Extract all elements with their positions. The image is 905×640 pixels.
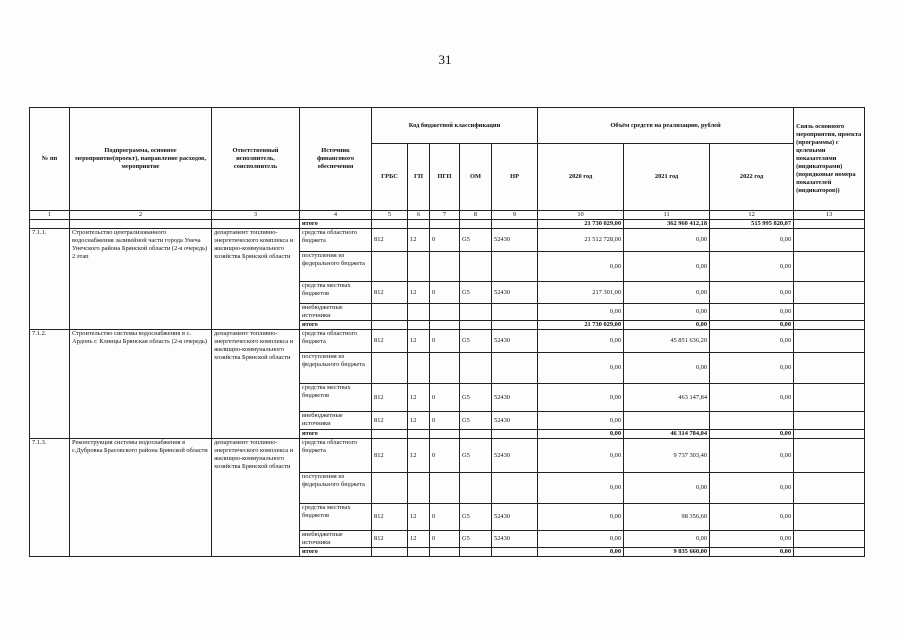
header-2021: 2021 год — [624, 144, 710, 211]
header-pgp: ПГП — [430, 144, 460, 211]
pgp-code — [430, 304, 460, 321]
funding-source: средства местных бюджетов — [300, 504, 372, 531]
funding-source: средства областного бюджета — [300, 439, 372, 473]
top-total-row — [30, 220, 865, 229]
budget-table — [29, 107, 865, 557]
value-2020: 0,00 — [538, 531, 624, 548]
col-number: 2 — [70, 211, 212, 220]
row-number: 7.1.1. — [30, 229, 70, 330]
activity-name: Реконструкция системы водоснабжения в с.Дубровка Брасовского района Брянской области — [70, 439, 212, 557]
header-link: Связь основного мероприятия, проекта (программы) с целевыми показателями (индикаторами) (порядковые номера показателей (индикаторов)) — [794, 108, 865, 211]
om-code — [460, 304, 492, 321]
value-2022: 0,00 — [710, 282, 794, 304]
col-number: 12 — [710, 211, 794, 220]
value-2022: 0,00 — [710, 531, 794, 548]
indicator-link — [794, 353, 865, 384]
table-row — [30, 229, 865, 252]
gp-code: 12 — [408, 384, 430, 412]
indicator-link — [794, 439, 865, 473]
pgp-code: 0 — [430, 412, 460, 430]
header-budget-code: Код бюджетной классификации — [372, 108, 538, 144]
total-2022: 0,00 — [710, 548, 794, 557]
value-2020: 0,00 — [538, 473, 624, 504]
grbs-code: 812 — [372, 229, 408, 252]
value-2021: 0,00 — [624, 473, 710, 504]
total-2020: 0,00 — [538, 430, 624, 439]
funding-source: средства местных бюджетов — [300, 384, 372, 412]
row-number: 7.1.2. — [30, 330, 70, 439]
grbs-code: 812 — [372, 412, 408, 430]
value-2022: 0,00 — [710, 504, 794, 531]
om-code: G5 — [460, 439, 492, 473]
col-number: 7 — [430, 211, 460, 220]
gp-code: 12 — [408, 531, 430, 548]
responsible-executor: департамент топливно-энергетического комплекса и жилищно-коммунального хозяйства Брянской области — [212, 330, 300, 439]
total-2022: 0,00 — [710, 430, 794, 439]
om-code: G5 — [460, 229, 492, 252]
funding-source: поступления из федерального бюджета — [300, 353, 372, 384]
om-code: G5 — [460, 330, 492, 353]
total-2020: 0,00 — [538, 548, 624, 557]
responsible-executor: департамент топливно-энергетического комплекса и жилищно-коммунального хозяйства Брянской области — [212, 439, 300, 557]
nr-code — [492, 252, 538, 282]
gp-code: 12 — [408, 412, 430, 430]
total-label: итого — [300, 220, 372, 229]
pgp-code: 0 — [430, 504, 460, 531]
om-code: G5 — [460, 504, 492, 531]
value-2020: 0,00 — [538, 504, 624, 531]
gp-code — [408, 473, 430, 504]
value-2020: 21 512 728,00 — [538, 229, 624, 252]
table-row — [30, 439, 865, 473]
om-code — [460, 353, 492, 384]
pgp-code: 0 — [430, 439, 460, 473]
gp-code: 12 — [408, 282, 430, 304]
grbs-code — [372, 473, 408, 504]
indicator-link — [794, 229, 865, 252]
col-number: 11 — [624, 211, 710, 220]
indicator-link — [794, 384, 865, 412]
funding-source: поступления из федерального бюджета — [300, 473, 372, 504]
nr-code: 52430 — [492, 229, 538, 252]
om-code — [460, 252, 492, 282]
value-2021: 98 356,60 — [624, 504, 710, 531]
grbs-code — [372, 252, 408, 282]
col-number: 10 — [538, 211, 624, 220]
value-2021: 0,00 — [624, 531, 710, 548]
total-2021: 46 314 784,04 — [624, 430, 710, 439]
value-2022: 0,00 — [710, 229, 794, 252]
nr-code: 52430 — [492, 282, 538, 304]
col-number: 1 — [30, 211, 70, 220]
total-2021: 362 960 412,18 — [624, 220, 710, 229]
total-2020: 21 730 029,00 — [538, 220, 624, 229]
total-2021: 0,00 — [624, 321, 710, 330]
header-responsible: Ответственный исполнитель, соисполнитель — [212, 108, 300, 211]
value-2022: 0,00 — [710, 353, 794, 384]
value-2021: 463 147,84 — [624, 384, 710, 412]
row-number: 7.1.3. — [30, 439, 70, 557]
total-2020: 21 730 029,00 — [538, 321, 624, 330]
value-2021: 9 737 303,40 — [624, 439, 710, 473]
gp-code: 12 — [408, 439, 430, 473]
nr-code — [492, 353, 538, 384]
om-code: G5 — [460, 531, 492, 548]
pgp-code — [430, 252, 460, 282]
indicator-link — [794, 330, 865, 353]
nr-code: 52430 — [492, 412, 538, 430]
header-source: Источник финансового обеспечения — [300, 108, 372, 211]
header-grbs: ГРБС — [372, 144, 408, 211]
col-number: 6 — [408, 211, 430, 220]
indicator-link — [794, 473, 865, 504]
pgp-code — [430, 473, 460, 504]
value-2021 — [624, 412, 710, 430]
grbs-code: 812 — [372, 504, 408, 531]
funding-source: средства местных бюджетов — [300, 282, 372, 304]
nr-code: 52430 — [492, 504, 538, 531]
value-2022: 0,00 — [710, 252, 794, 282]
grbs-code: 812 — [372, 531, 408, 548]
header-name: Подпрограмма, основное мероприятие(проект), направление расходов, мероприятие — [70, 108, 212, 211]
value-2020: 0,00 — [538, 412, 624, 430]
grbs-code: 812 — [372, 439, 408, 473]
om-code: G5 — [460, 412, 492, 430]
col-number: 8 — [460, 211, 492, 220]
header-om: ОМ — [460, 144, 492, 211]
value-2020: 0,00 — [538, 330, 624, 353]
gp-code: 12 — [408, 229, 430, 252]
value-2022: 0,00 — [710, 304, 794, 321]
pgp-code: 0 — [430, 330, 460, 353]
value-2022: 0,00 — [710, 473, 794, 504]
gp-code — [408, 304, 430, 321]
total-2022: 515 995 820,07 — [710, 220, 794, 229]
activity-name: Строительство системы водоснабжения в с. Ардонь г. Клинцы Брянская область (2-я очередь) — [70, 330, 212, 439]
pgp-code: 0 — [430, 282, 460, 304]
funding-source: средства областного бюджета — [300, 229, 372, 252]
total-label: итого — [300, 548, 372, 557]
header-2020: 2020 год — [538, 144, 624, 211]
value-2022: 0,00 — [710, 439, 794, 473]
grbs-code: 812 — [372, 282, 408, 304]
value-2021: 0,00 — [624, 252, 710, 282]
activity-name: Строительство централизованного водоснабжения заливейной части города Унеча Унечского района Брянской области (2-я очередь) 2 этап — [70, 229, 212, 330]
total-2021: 9 835 660,00 — [624, 548, 710, 557]
gp-code — [408, 252, 430, 282]
pgp-code: 0 — [430, 531, 460, 548]
value-2020: 0,00 — [538, 252, 624, 282]
funding-source: внебюджетные источники — [300, 531, 372, 548]
nr-code: 52430 — [492, 384, 538, 412]
table-row — [30, 330, 865, 353]
total-label: итого — [300, 430, 372, 439]
col-number: 13 — [794, 211, 865, 220]
gp-code: 12 — [408, 330, 430, 353]
nr-code: 52430 — [492, 531, 538, 548]
nr-code: 52430 — [492, 439, 538, 473]
value-2022: 0,00 — [710, 330, 794, 353]
nr-code — [492, 304, 538, 321]
value-2021: 0,00 — [624, 304, 710, 321]
total-2022: 0,00 — [710, 321, 794, 330]
header-gp: ГП — [408, 144, 430, 211]
total-label: итого — [300, 321, 372, 330]
indicator-link — [794, 412, 865, 430]
value-2020: 0,00 — [538, 304, 624, 321]
col-number: 5 — [372, 211, 408, 220]
page-number: 31 — [438, 52, 452, 67]
gp-code — [408, 353, 430, 384]
col-number: 3 — [212, 211, 300, 220]
value-2021: 0,00 — [624, 353, 710, 384]
nr-code — [492, 473, 538, 504]
grbs-code: 812 — [372, 330, 408, 353]
value-2022: 0,00 — [710, 384, 794, 412]
header-no: № пп — [30, 108, 70, 211]
value-2021: 0,00 — [624, 229, 710, 252]
grbs-code: 812 — [372, 384, 408, 412]
indicator-link — [794, 304, 865, 321]
om-code: G5 — [460, 384, 492, 412]
pgp-code: 0 — [430, 384, 460, 412]
value-2020: 0,00 — [538, 384, 624, 412]
gp-code: 12 — [408, 504, 430, 531]
grbs-code — [372, 304, 408, 321]
indicator-link — [794, 252, 865, 282]
header-nr: НР — [492, 144, 538, 211]
responsible-executor: департамент топливно-энергетического комплекса и жилищно-коммунального хозяйства Брянской области — [212, 229, 300, 330]
col-number: 9 — [492, 211, 538, 220]
funding-source: средства областного бюджета — [300, 330, 372, 353]
header-funds: Объём средств на реализацию, рублей — [538, 108, 794, 144]
indicator-link — [794, 282, 865, 304]
grbs-code — [372, 353, 408, 384]
value-2020: 0,00 — [538, 439, 624, 473]
indicator-link — [794, 531, 865, 548]
pgp-code — [430, 353, 460, 384]
header-2022: 2022 год — [710, 144, 794, 211]
column-number-row — [30, 211, 865, 220]
nr-code: 52430 — [492, 330, 538, 353]
value-2022 — [710, 412, 794, 430]
funding-source: поступления из федерального бюджета — [300, 252, 372, 282]
funding-source: внебюджетные источники — [300, 412, 372, 430]
pgp-code: 0 — [430, 229, 460, 252]
om-code: G5 — [460, 282, 492, 304]
value-2021: 0,00 — [624, 282, 710, 304]
value-2020: 0,00 — [538, 353, 624, 384]
om-code — [460, 473, 492, 504]
value-2021: 45 851 636,20 — [624, 330, 710, 353]
indicator-link — [794, 504, 865, 531]
col-number: 4 — [300, 211, 372, 220]
funding-source: внебюджетные источники — [300, 304, 372, 321]
value-2020: 217 301,00 — [538, 282, 624, 304]
